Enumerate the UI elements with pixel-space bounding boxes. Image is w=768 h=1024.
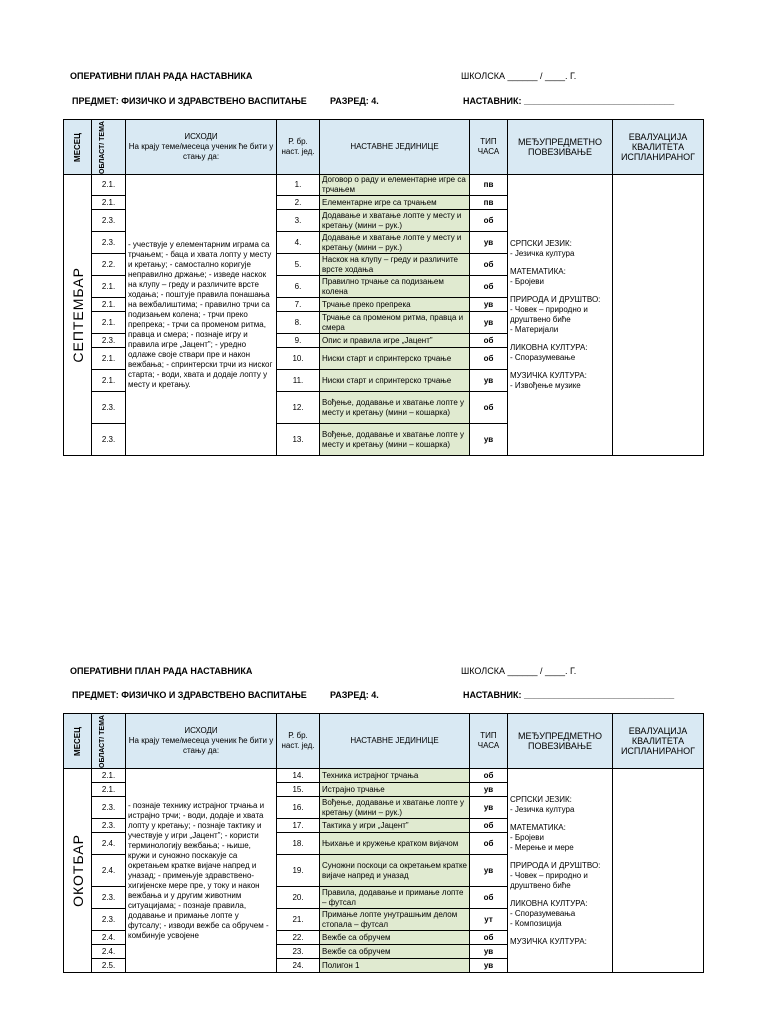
lesson-type: об bbox=[470, 819, 508, 833]
cross-line: - Човек – природно и друштвено биће bbox=[510, 305, 588, 324]
col-eval: ЕВАЛУАЦИЈА КВАЛИТЕТА ИСПЛАНИРАНОГ bbox=[613, 120, 704, 175]
cross-line: - Извођење музике bbox=[510, 381, 581, 390]
lesson-type: об bbox=[470, 254, 508, 276]
cross-line: МАТЕМАТИКА: bbox=[510, 267, 566, 276]
cross-line: ПРИРОДА И ДРУШТВО: bbox=[510, 295, 601, 304]
teacher-label-2: НАСТАВНИК: ______________________________ bbox=[463, 690, 675, 700]
lesson-number: 9. bbox=[277, 334, 320, 348]
cross-line: - Човек – природно и друштвено биће bbox=[510, 870, 588, 890]
outcomes-cell: - познаје технику истрајног трчања и истрајно трчи; - води, додаје и хвата лопту у кретању; - познаје тактику и учествује у игри „Јацент”; - користи терминологију вежбања; - њише, кружи и суножно поскакује са окретањем кратке вијаче напред и уназад; - примењује здравствено-хигијенске мере пре, у току и након вежбања и у другим животним ситуацијама; - познаје правила, додавање и примање лопте у футсалу; - изводи вежбе са обручем - комбинује усвојене bbox=[126, 769, 277, 973]
lesson-number: 2. bbox=[277, 196, 320, 210]
area-cell: 2.3. bbox=[92, 797, 126, 819]
lesson-number: 24. bbox=[277, 959, 320, 973]
lesson-unit: Елементарне игре са трчањем bbox=[320, 196, 470, 210]
lesson-unit: Техника истрајног трчања bbox=[320, 769, 470, 783]
lesson-unit: Вежбе са обручем bbox=[320, 945, 470, 959]
col-month: МЕСЕЦ bbox=[64, 714, 92, 769]
subject-label-2: ПРЕДМЕТ: ФИЗИЧКО И ЗДРАВСТВЕНО ВАСПИТАЊЕ bbox=[72, 690, 307, 700]
plan-title: ОПЕРАТИВНИ ПЛАН РАДА НАСТАВНИКА bbox=[70, 71, 253, 81]
lesson-unit: Опис и правила игре „Јацент” bbox=[320, 334, 470, 348]
col-units: НАСТАВНЕ ЈЕДИНИЦЕ bbox=[320, 714, 470, 769]
lesson-type: об bbox=[470, 769, 508, 783]
month-cell: СЕПТЕМБАР bbox=[64, 175, 92, 456]
area-cell: 2.3. bbox=[92, 887, 126, 909]
lesson-number: 21. bbox=[277, 909, 320, 931]
cross-line: - Мерење и мере bbox=[510, 842, 574, 852]
lesson-number: 6. bbox=[277, 276, 320, 298]
area-cell: 2.3. bbox=[92, 232, 126, 254]
lesson-number: 5. bbox=[277, 254, 320, 276]
cross-curricular-cell bbox=[508, 175, 613, 456]
col-cross: МЕЂУПРЕДМЕТНО ПОВЕЗИВАЊЕ bbox=[508, 714, 613, 769]
col-type: ТИП ЧАСА bbox=[470, 120, 508, 175]
lesson-type: ув bbox=[470, 312, 508, 334]
lesson-number: 10. bbox=[277, 348, 320, 370]
plan-title-2: ОПЕРАТИВНИ ПЛАН РАДА НАСТАВНИКА bbox=[70, 666, 253, 676]
lesson-unit: Ниски старт и спринтерско трчање bbox=[320, 370, 470, 392]
area-cell: 2.3. bbox=[92, 424, 126, 456]
lesson-unit: Суножни поскоци са окретањем кратке вијаче напред и уназад bbox=[320, 855, 470, 887]
lesson-type: об bbox=[470, 931, 508, 945]
lesson-type: ув bbox=[470, 783, 508, 797]
lesson-type: об bbox=[470, 348, 508, 370]
lesson-type: об bbox=[470, 276, 508, 298]
lesson-type: об bbox=[470, 392, 508, 424]
lesson-unit: Вежбе са обручем bbox=[320, 931, 470, 945]
col-num: Р. бр. наст. јед. bbox=[277, 120, 320, 175]
col-outcomes: ИСХОДИ На крају теме/месеца ученик ће бити у стању да: bbox=[126, 714, 277, 769]
col-area: ОБЛАСТ/ ТЕМА bbox=[92, 714, 126, 769]
lesson-number: 23. bbox=[277, 945, 320, 959]
grade-label-2: РАЗРЕД: 4. bbox=[330, 690, 379, 700]
lesson-unit: Ниски старт и спринтерско трчање bbox=[320, 348, 470, 370]
school-year: ШКОЛСКА ______ / ____. Г. bbox=[461, 71, 577, 81]
lesson-type: об bbox=[470, 210, 508, 232]
cross-line bbox=[510, 259, 610, 267]
area-cell: 2.1. bbox=[92, 175, 126, 196]
area-cell: 2.1. bbox=[92, 298, 126, 312]
lesson-number: 13. bbox=[277, 424, 320, 456]
cross-line: - Споразумевање bbox=[510, 353, 576, 362]
lesson-unit: Договор о раду и елементарне игре са трчањем bbox=[320, 175, 470, 196]
table-row bbox=[64, 175, 704, 196]
cross-line: ЛИКОВНА КУЛТУРА: bbox=[510, 343, 588, 352]
lesson-type: ув bbox=[470, 232, 508, 254]
area-cell: 2.4. bbox=[92, 945, 126, 959]
lesson-number: 7. bbox=[277, 298, 320, 312]
lesson-unit: Примање лопте унутрашњим делом стопала – футсал bbox=[320, 909, 470, 931]
cross-line bbox=[510, 335, 610, 343]
teacher-label: НАСТАВНИК: ______________________________ bbox=[463, 96, 675, 106]
lesson-unit: Трчање преко препрека bbox=[320, 298, 470, 312]
cross-line: - Бројеви bbox=[510, 832, 544, 842]
table-header-row bbox=[64, 714, 704, 769]
lesson-unit: Вођење, додавање и хватање лопте у месту и кретању (мини – кошарка) bbox=[320, 424, 470, 456]
lesson-type: ут bbox=[470, 909, 508, 931]
area-cell: 2.1. bbox=[92, 196, 126, 210]
area-cell: 2.1. bbox=[92, 276, 126, 298]
lesson-number: 15. bbox=[277, 783, 320, 797]
lesson-unit: Истрајно трчање bbox=[320, 783, 470, 797]
lesson-number: 17. bbox=[277, 819, 320, 833]
lesson-number: 20. bbox=[277, 887, 320, 909]
lesson-type: об bbox=[470, 833, 508, 855]
lesson-type: ув bbox=[470, 424, 508, 456]
cross-line: ЛИКОВНА КУЛТУРА: bbox=[510, 898, 588, 908]
lesson-type: пв bbox=[470, 175, 508, 196]
area-cell: 2.3. bbox=[92, 819, 126, 833]
col-cross: МЕЂУПРЕДМЕТНО ПОВЕЗИВАЊЕ bbox=[508, 120, 613, 175]
col-num: Р. бр. наст. јед. bbox=[277, 714, 320, 769]
lesson-unit: Полигон 1 bbox=[320, 959, 470, 973]
lesson-unit: Вођење, додавање и хватање лопте у кретању (мини – рук.) bbox=[320, 797, 470, 819]
col-outcomes: ИСХОДИ На крају теме/месеца ученик ће бити у стању да: bbox=[126, 120, 277, 175]
area-cell: 2.3. bbox=[92, 392, 126, 424]
lesson-unit: Правилно трчање са подизањем колена bbox=[320, 276, 470, 298]
cross-line: МУЗИЧКА КУЛТУРА: bbox=[510, 936, 587, 946]
area-cell: 2.3. bbox=[92, 334, 126, 348]
cross-line bbox=[510, 853, 610, 861]
lesson-number: 1. bbox=[277, 175, 320, 196]
lesson-type: ув bbox=[470, 797, 508, 819]
cross-line bbox=[510, 891, 610, 899]
lesson-type: ув bbox=[470, 298, 508, 312]
lesson-unit: Наскок на клупу – греду и различите врсте ходања bbox=[320, 254, 470, 276]
lesson-number: 11. bbox=[277, 370, 320, 392]
lesson-unit: Правила, додавање и примање лопте – футсал bbox=[320, 887, 470, 909]
lesson-type: ув bbox=[470, 370, 508, 392]
lesson-unit: Додавање и хватање лопте у месту и кретању (мини – рук.) bbox=[320, 210, 470, 232]
area-cell: 2.4. bbox=[92, 855, 126, 887]
lesson-type: ув bbox=[470, 855, 508, 887]
table-row bbox=[64, 769, 704, 783]
lesson-number: 18. bbox=[277, 833, 320, 855]
col-area: ОБЛАСТ/ ТЕМА bbox=[92, 120, 126, 175]
lesson-number: 8. bbox=[277, 312, 320, 334]
table-header-row bbox=[64, 120, 704, 175]
lesson-type: об bbox=[470, 334, 508, 348]
lesson-unit: Њихање и кружење кратком вијачом bbox=[320, 833, 470, 855]
cross-line: - Језичка култура bbox=[510, 249, 575, 258]
cross-line: СРПСКИ ЈЕЗИК: bbox=[510, 239, 572, 248]
cross-line: - Језичка култура bbox=[510, 804, 575, 814]
cross-curricular-cell bbox=[508, 769, 613, 973]
cross-line: МАТЕМАТИКА: bbox=[510, 822, 566, 832]
lesson-number: 3. bbox=[277, 210, 320, 232]
area-cell: 2.2. bbox=[92, 254, 126, 276]
lesson-type: пв bbox=[470, 196, 508, 210]
cross-line bbox=[510, 929, 610, 937]
area-cell: 2.1. bbox=[92, 312, 126, 334]
lesson-number: 22. bbox=[277, 931, 320, 945]
cross-line: СРПСКИ ЈЕЗИК: bbox=[510, 794, 572, 804]
outcomes-cell: - учествује у елементарним играма са трчањем; - баца и хвата лопту у месту и кретању; - самостално коригује неправилно држање; - изведе наскок на клупу – греду и различите врсте ходања; - поштује правила понашања на вежбалиштима; - правилно трчи са подизањем колена; - трчи преко препрека; - трчи са променом ритма, правца и смера; - познаје игру и правила игре „Јацент”; - уредно одлаже своје ствари пре и након вежбања; - спринтерски трчи из ниског старта; - води, хвата и додаје лопту у месту и кретању. bbox=[126, 175, 277, 456]
area-cell: 2.3. bbox=[92, 210, 126, 232]
area-cell: 2.5. bbox=[92, 959, 126, 973]
evaluation-cell[interactable] bbox=[613, 769, 704, 973]
cross-line bbox=[510, 363, 610, 371]
lesson-number: 14. bbox=[277, 769, 320, 783]
cross-line: - Споразумевања bbox=[510, 908, 576, 918]
lesson-unit: Вођење, додавање и хватање лопте у месту и кретању (мини – кошарка) bbox=[320, 392, 470, 424]
area-cell: 2.4. bbox=[92, 931, 126, 945]
subject-label: ПРЕДМЕТ: ФИЗИЧКО И ЗДРАВСТВЕНО ВАСПИТАЊЕ bbox=[72, 96, 307, 106]
october-plan-table bbox=[63, 713, 704, 973]
cross-line bbox=[510, 815, 610, 823]
grade-label: РАЗРЕД: 4. bbox=[330, 96, 379, 106]
cross-line: ПРИРОДА И ДРУШТВО: bbox=[510, 860, 601, 870]
area-cell: 2.1. bbox=[92, 783, 126, 797]
lesson-unit: Додавање и хватање лопте у месту и кретању (мини – рук.) bbox=[320, 232, 470, 254]
area-cell: 2.1. bbox=[92, 769, 126, 783]
lesson-unit: Трчање са променом ритма, правца и смера bbox=[320, 312, 470, 334]
area-cell: 2.4. bbox=[92, 833, 126, 855]
lesson-number: 4. bbox=[277, 232, 320, 254]
cross-line: - Бројеви bbox=[510, 277, 544, 286]
cross-line: - Материјали bbox=[510, 325, 559, 334]
lesson-number: 16. bbox=[277, 797, 320, 819]
school-year-2: ШКОЛСКА ______ / ____. Г. bbox=[461, 666, 577, 676]
col-eval: ЕВАЛУАЦИЈА КВАЛИТЕТА ИСПЛАНИРАНОГ bbox=[613, 714, 704, 769]
cross-line bbox=[510, 287, 610, 295]
month-cell: ОКОТБАР bbox=[64, 769, 92, 973]
lesson-number: 12. bbox=[277, 392, 320, 424]
lesson-type: ув bbox=[470, 959, 508, 973]
area-cell: 2.1. bbox=[92, 348, 126, 370]
evaluation-cell[interactable] bbox=[613, 175, 704, 456]
area-cell: 2.3. bbox=[92, 909, 126, 931]
col-type: ТИП ЧАСА bbox=[470, 714, 508, 769]
area-cell: 2.1. bbox=[92, 370, 126, 392]
september-plan-table bbox=[63, 119, 704, 456]
lesson-unit: Тактика у игри „Јацент” bbox=[320, 819, 470, 833]
col-month: МЕСЕЦ bbox=[64, 120, 92, 175]
lesson-type: ув bbox=[470, 945, 508, 959]
cross-line: - Композиција bbox=[510, 918, 562, 928]
lesson-type: об bbox=[470, 887, 508, 909]
lesson-number: 19. bbox=[277, 855, 320, 887]
cross-line: МУЗИЧКА КУЛТУРА: bbox=[510, 371, 587, 380]
col-units: НАСТАВНЕ ЈЕДИНИЦЕ bbox=[320, 120, 470, 175]
